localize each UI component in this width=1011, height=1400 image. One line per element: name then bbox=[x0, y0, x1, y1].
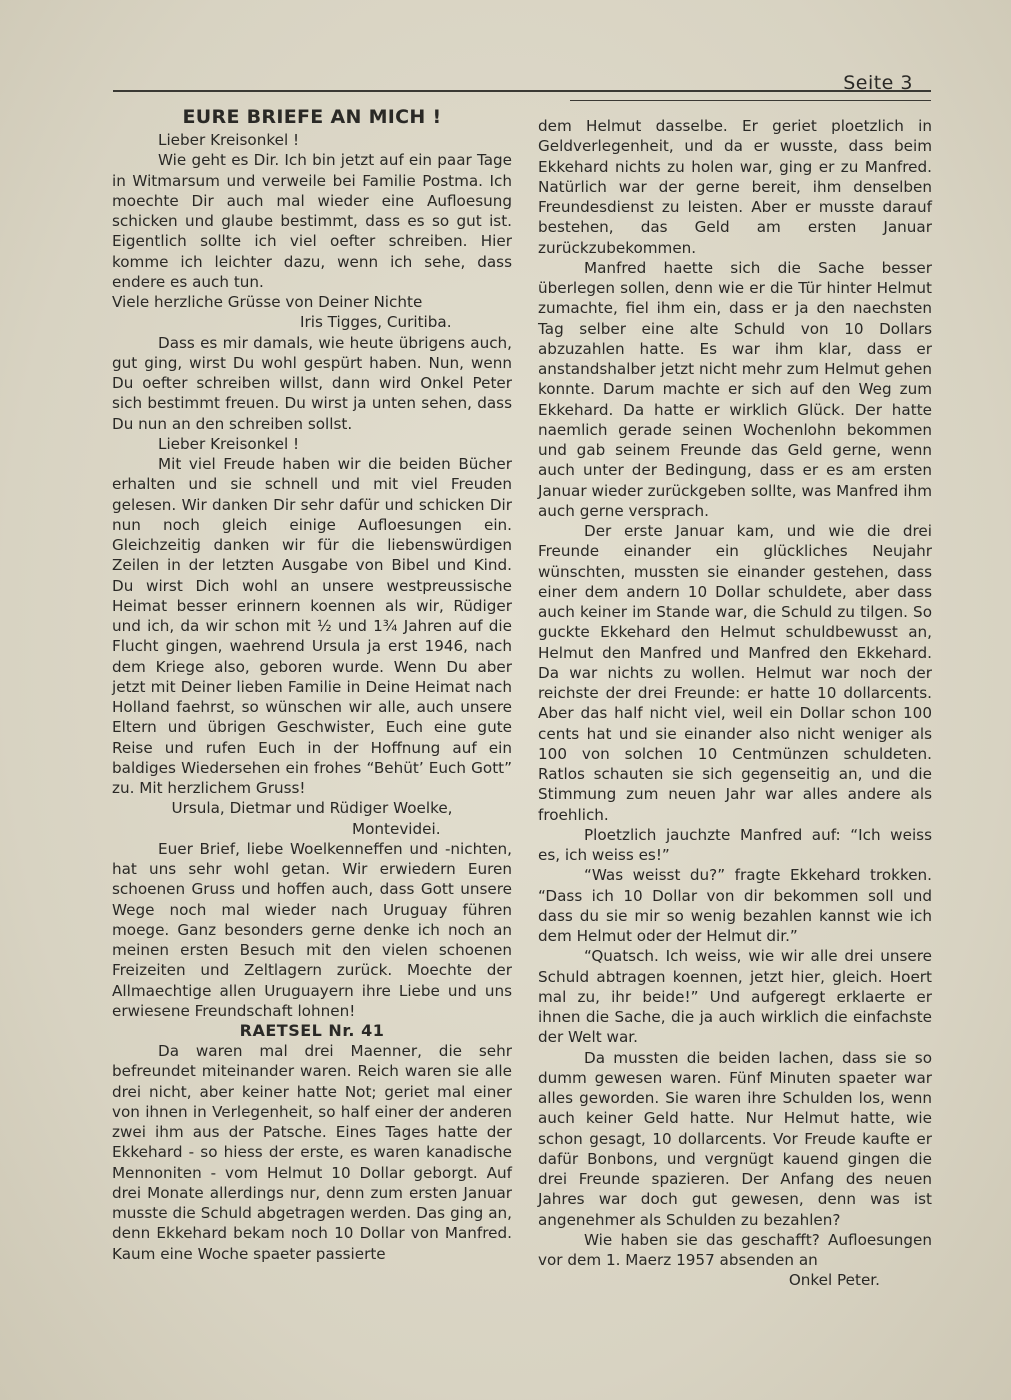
letter1-greeting: Viele herzliche Grüsse von Deiner Nichte bbox=[112, 293, 423, 311]
letter1-body: Wie geht es Dir. Ich bin jetzt auf ein paar Tage in Witmarsum und verweile bei Familie Postma. Ich moechte Dir auch mal wieder eine Aufloesung schicken und glaube bestimmt, dass es so gut ist. Eigentlich sollte ich viel oefter schreiben. Hier komme ich leichter dazu, wenn ich sehe, dass endere es auch tun. bbox=[112, 151, 512, 291]
riddle-paragraph-5: “Was weisst du?” fragte Ekkehard trokken. “Dass ich 10 Dollar von dir bekommen soll und dass du sie mir so wenig bezahlen kannst wie ich dem Helmut oder der Helmut dir.” bbox=[538, 866, 932, 945]
letter2-body: Mit viel Freude haben wir die beiden Bücher erhalten und sie schnell und mit viel Freuden gelesen. Wir danken Dir sehr dafür und schicken Dir nun noch gleich einige Aufloesungen ein. Gleichzeitig danken wir für die liebenswürdigen Zeilen in der letzten Ausgabe von Bibel und Kind. Du wirst Dich wohl an unsere westpreussische Heimat besser erinnern koennen als wir, Rüdiger und ich, da wir schon mit ½ und 1¾ Jahren auf die Flucht gingen, waehrend Ursula ja erst 1946, nach dem Kriege also, geboren wurde. Wenn Du aber jetzt mit Deiner lieben Familie in Deine Heimat nach Holland faehrst, so wünschen wir alle, auch unsere Eltern und übrigen Geschwister, Euch eine gute Reise und rufen Euch in der Hoffnung auf ein baldiges Wiedersehen ein frohes “Behüt’ Euch Gott” zu. Mit herzlichem Gruss! bbox=[112, 455, 512, 797]
reply1: Dass es mir damals, wie heute übrigens auch, gut ging, wirst Du wohl gespürt haben. Nun, wenn Du oefter schreiben willst, dann wird Onkel Peter sich bestimmt freuen. Du wirst ja unten sehen, dass Du nun an den schreiben sollst. bbox=[112, 333, 512, 433]
page-number: Seite 3 bbox=[843, 72, 913, 94]
riddle-text-part1: Da waren mal drei Maenner, die sehr befreundet miteinander waren. Reich waren sie alle drei nicht, aber keiner hatte Not; geriet mal einer von ihnen in Verlegenheit, so half einer der anderen zwei ihm aus der Patsche. Eines Tages hatte der Ekkehard - so hiess der erste, es waren kanadische Mennoniten - vom Helmut 10 Dollar geborgt. Auf drei Monate allerdings nur, denn zum ersten Januar musste die Schuld abgetragen werden. Das ging an, denn Ekkehard bekam noch 10 Dollar von Manfred. Kaum eine Woche spaeter passierte bbox=[112, 1042, 512, 1263]
riddle-paragraph-6: “Quatsch. Ich weiss, wie wir alle drei unsere Schuld abtragen koennen, jetzt hier, gleich. Hoert mal zu, ihr beide!” Und aufgeregt erklaerte er ihnen die Sache, die ja auch wirklich die einfachste der Welt war. bbox=[538, 947, 932, 1047]
letter2-salutation: Lieber Kreisonkel ! bbox=[158, 434, 300, 453]
header-rule bbox=[113, 90, 931, 92]
closing-instruction: Wie haben sie das geschafft? Aufloesungen vor dem 1. Maerz 1957 absenden an bbox=[538, 1230, 932, 1269]
riddle-paragraph-3: Der erste Januar kam, und wie die drei Freunde einander ein glückliches Neujahr wünschten, mussten sie einander gestehen, dass einer dem andern 10 Dollar schuldete, aber dass auch keiner im Stande war, die Schuld zu tilgen. So guckte Ekkehard den Helmut schuldbewusst an, Helmut den Manfred und Manfred den Ekkehard. Da war nichts zu wollen. Helmut war noch der reichste der drei Freunde: er hatte 10 dollarcents. Aber das half nicht viel, weil ein Dollar schon 100 cents hat und sie einander also nicht weniger als 100 von solchen 10 Centmünzen schuldeten. Ratlos schauten sie sich gegenseitig an, und die Stimmung zum neuen Jahr war alles andere als froehlich. bbox=[538, 522, 932, 824]
reply2: Euer Brief, liebe Woelkenneffen und -nichten, hat uns sehr wohl getan. Wir erwiedern Euren schoenen Gruss und hoffen auch, dass Gott unsere Wege noch mal wieder nach Uruguay führen moege. Ganz besonders gerne denke ich noch an meinen ersten Besuch mit den vielen schoenen Freizeiten und Zeltlagern zurück. Moechte der Allmaechtige allen Uruguayern ihre Liebe und uns erwiesene Freundschaft lohnen! bbox=[112, 839, 512, 1020]
riddle-heading: RAETSEL Nr. 41 bbox=[239, 1021, 385, 1040]
riddle-paragraph-7: Da mussten die beiden lachen, dass sie so dumm gewesen waren. Fünf Minuten spaeter war alles geworden. Sie waren ihre Schulden los, wenn auch keiner Geld hatte. Nur Helmut hatte, wie schon gesagt, 10 dollarcents. Vor Freude kaufte er dafür Bonbons, und vergnügt kauend gingen die drei Freunde spazieren. Der Anfang des neuen Jahres war doch gut gewesen, denn was ist angenehmer als Schulden zu bezahlen? bbox=[538, 1048, 932, 1229]
letter2-signature-place: Montevidei. bbox=[352, 819, 441, 838]
left-column bbox=[112, 104, 512, 1264]
right-column bbox=[538, 116, 932, 1291]
riddle-paragraph-2: Manfred haette sich die Sache besser überlegen sollen, denn wie er die Tür hinter Helmut zumachte, fiel ihm ein, dass er ja den naechsten Tag selber eine alte Schuld von 10 Dollars abzuzahlen hatte. Es war ihm klar, dass er anstandshalber jetzt nicht mehr zum Helmut gehen konnte. Darum machte er sich auf den Weg zum Ekkehard. Da hatte er wirklich Glück. Der hatte naemlich gerade seinen Wochenlohn bekommen und gab seinem Freunde das Geld gerne, wenn auch unter der Bedingung, dass er es am ersten Januar wieder zurückgeben sollte, was Manfred ihm auch gerne versprach. bbox=[538, 258, 932, 520]
letter1-salutation: Lieber Kreisonkel ! bbox=[158, 131, 300, 149]
riddle-paragraph-4: Ploetzlich jauchzte Manfred auf: “Ich weiss es, ich weiss es!” bbox=[538, 825, 932, 864]
riddle-text-continued: dem Helmut dasselbe. Er geriet ploetzlich in Geldverlegenheit, und da er wusste, dass beim Ekkehard nichts zu holen war, ging er zu Manfred. Natürlich war der gerne bereit, ihm denselben Freundesdienst zu leisten. Aber er musste darauf bestehen, das Geld am ersten Januar zurückzubekommen. bbox=[538, 117, 932, 257]
letter2-signature-names: Ursula, Dietmar und Rüdiger Woelke, bbox=[171, 799, 453, 818]
letter1-signature: Iris Tigges, Curitiba. bbox=[300, 313, 452, 332]
section-heading: EURE BRIEFE AN MICH ! bbox=[182, 106, 442, 128]
closing-signature: Onkel Peter. bbox=[788, 1271, 880, 1290]
header-rule-secondary bbox=[570, 100, 931, 101]
